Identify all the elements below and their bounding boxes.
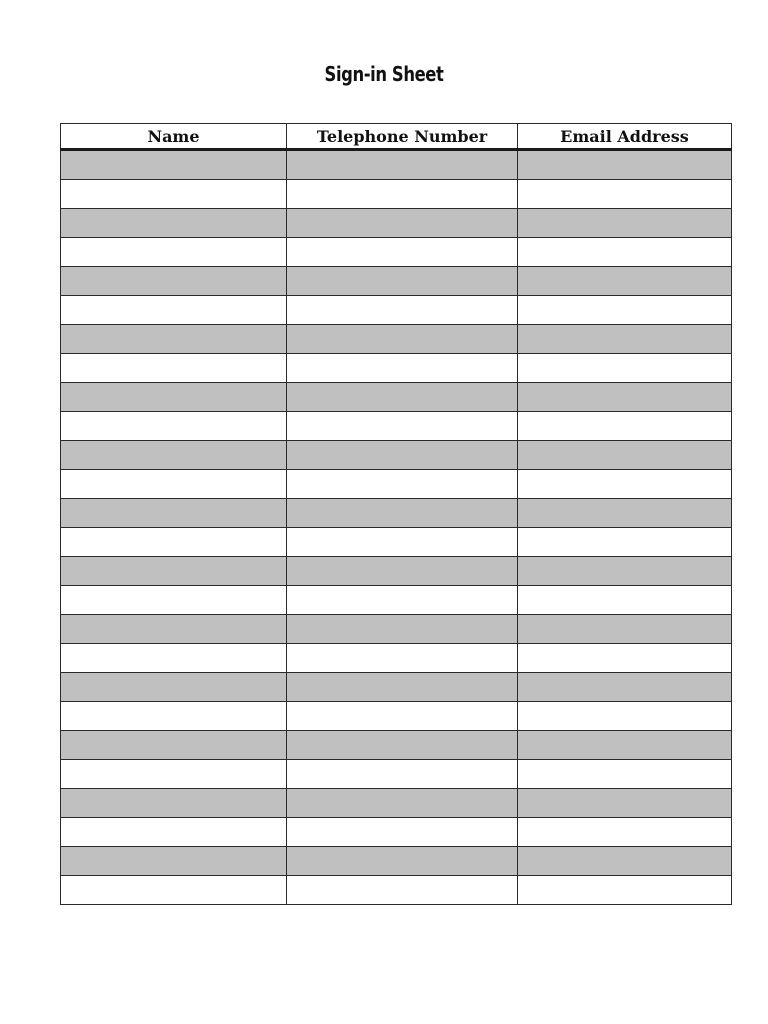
email-cell[interactable] <box>518 557 732 586</box>
table-row <box>61 673 732 702</box>
email-cell[interactable] <box>518 702 732 731</box>
name-cell[interactable] <box>61 180 287 209</box>
telephone-cell[interactable] <box>287 615 518 644</box>
telephone-cell[interactable] <box>287 557 518 586</box>
table-row <box>61 325 732 354</box>
name-cell[interactable] <box>61 818 287 847</box>
email-cell[interactable] <box>518 238 732 267</box>
email-cell[interactable] <box>518 615 732 644</box>
table-row <box>61 150 732 180</box>
column-header-name: Name <box>61 124 287 150</box>
email-cell[interactable] <box>518 267 732 296</box>
table-row <box>61 296 732 325</box>
telephone-cell[interactable] <box>287 789 518 818</box>
telephone-cell[interactable] <box>287 150 518 180</box>
table-row <box>61 499 732 528</box>
email-cell[interactable] <box>518 818 732 847</box>
name-cell[interactable] <box>61 238 287 267</box>
telephone-cell[interactable] <box>287 180 518 209</box>
name-cell[interactable] <box>61 876 287 905</box>
table-row <box>61 180 732 209</box>
telephone-cell[interactable] <box>287 412 518 441</box>
telephone-cell[interactable] <box>287 441 518 470</box>
telephone-cell[interactable] <box>287 238 518 267</box>
table-row <box>61 586 732 615</box>
table-row <box>61 354 732 383</box>
name-cell[interactable] <box>61 673 287 702</box>
table-row <box>61 644 732 673</box>
name-cell[interactable] <box>61 412 287 441</box>
table-row <box>61 702 732 731</box>
email-cell[interactable] <box>518 412 732 441</box>
sign-in-table <box>60 123 732 905</box>
table-row <box>61 731 732 760</box>
telephone-cell[interactable] <box>287 847 518 876</box>
email-cell[interactable] <box>518 673 732 702</box>
column-header-email: Email Address <box>518 124 732 150</box>
telephone-cell[interactable] <box>287 760 518 789</box>
name-cell[interactable] <box>61 702 287 731</box>
email-cell[interactable] <box>518 296 732 325</box>
telephone-cell[interactable] <box>287 470 518 499</box>
email-cell[interactable] <box>518 150 732 180</box>
table-row <box>61 267 732 296</box>
page-title: Sign-in Sheet <box>324 62 444 86</box>
telephone-cell[interactable] <box>287 731 518 760</box>
telephone-cell[interactable] <box>287 528 518 557</box>
email-cell[interactable] <box>518 325 732 354</box>
name-cell[interactable] <box>61 789 287 818</box>
table-row <box>61 209 732 238</box>
telephone-cell[interactable] <box>287 876 518 905</box>
email-cell[interactable] <box>518 470 732 499</box>
telephone-cell[interactable] <box>287 325 518 354</box>
table-row <box>61 847 732 876</box>
name-cell[interactable] <box>61 557 287 586</box>
name-cell[interactable] <box>61 325 287 354</box>
name-cell[interactable] <box>61 441 287 470</box>
telephone-cell[interactable] <box>287 354 518 383</box>
table-row <box>61 876 732 905</box>
table-body <box>61 150 732 905</box>
name-cell[interactable] <box>61 847 287 876</box>
email-cell[interactable] <box>518 644 732 673</box>
telephone-cell[interactable] <box>287 586 518 615</box>
table-row <box>61 528 732 557</box>
telephone-cell[interactable] <box>287 296 518 325</box>
email-cell[interactable] <box>518 789 732 818</box>
name-cell[interactable] <box>61 644 287 673</box>
name-cell[interactable] <box>61 354 287 383</box>
telephone-cell[interactable] <box>287 818 518 847</box>
telephone-cell[interactable] <box>287 673 518 702</box>
header-row <box>61 124 732 150</box>
email-cell[interactable] <box>518 499 732 528</box>
name-cell[interactable] <box>61 383 287 412</box>
name-cell[interactable] <box>61 150 287 180</box>
name-cell[interactable] <box>61 296 287 325</box>
table-row <box>61 470 732 499</box>
email-cell[interactable] <box>518 209 732 238</box>
table-row <box>61 615 732 644</box>
email-cell[interactable] <box>518 731 732 760</box>
table-row <box>61 789 732 818</box>
telephone-cell[interactable] <box>287 702 518 731</box>
telephone-cell[interactable] <box>287 383 518 412</box>
telephone-cell[interactable] <box>287 209 518 238</box>
table-row <box>61 818 732 847</box>
table-row <box>61 238 732 267</box>
table-row <box>61 557 732 586</box>
email-cell[interactable] <box>518 528 732 557</box>
column-header-telephone: Telephone Number <box>287 124 518 150</box>
table-row <box>61 412 732 441</box>
table-row <box>61 760 732 789</box>
table-row <box>61 383 732 412</box>
name-cell[interactable] <box>61 499 287 528</box>
email-cell[interactable] <box>518 354 732 383</box>
telephone-cell[interactable] <box>287 644 518 673</box>
email-cell[interactable] <box>518 876 732 905</box>
email-cell[interactable] <box>518 760 732 789</box>
name-cell[interactable] <box>61 731 287 760</box>
name-cell[interactable] <box>61 760 287 789</box>
telephone-cell[interactable] <box>287 267 518 296</box>
name-cell[interactable] <box>61 267 287 296</box>
name-cell[interactable] <box>61 209 287 238</box>
table-row <box>61 441 732 470</box>
name-cell[interactable] <box>61 528 287 557</box>
name-cell[interactable] <box>61 615 287 644</box>
name-cell[interactable] <box>61 470 287 499</box>
email-cell[interactable] <box>518 586 732 615</box>
name-cell[interactable] <box>61 586 287 615</box>
email-cell[interactable] <box>518 847 732 876</box>
telephone-cell[interactable] <box>287 499 518 528</box>
email-cell[interactable] <box>518 441 732 470</box>
email-cell[interactable] <box>518 383 732 412</box>
email-cell[interactable] <box>518 180 732 209</box>
